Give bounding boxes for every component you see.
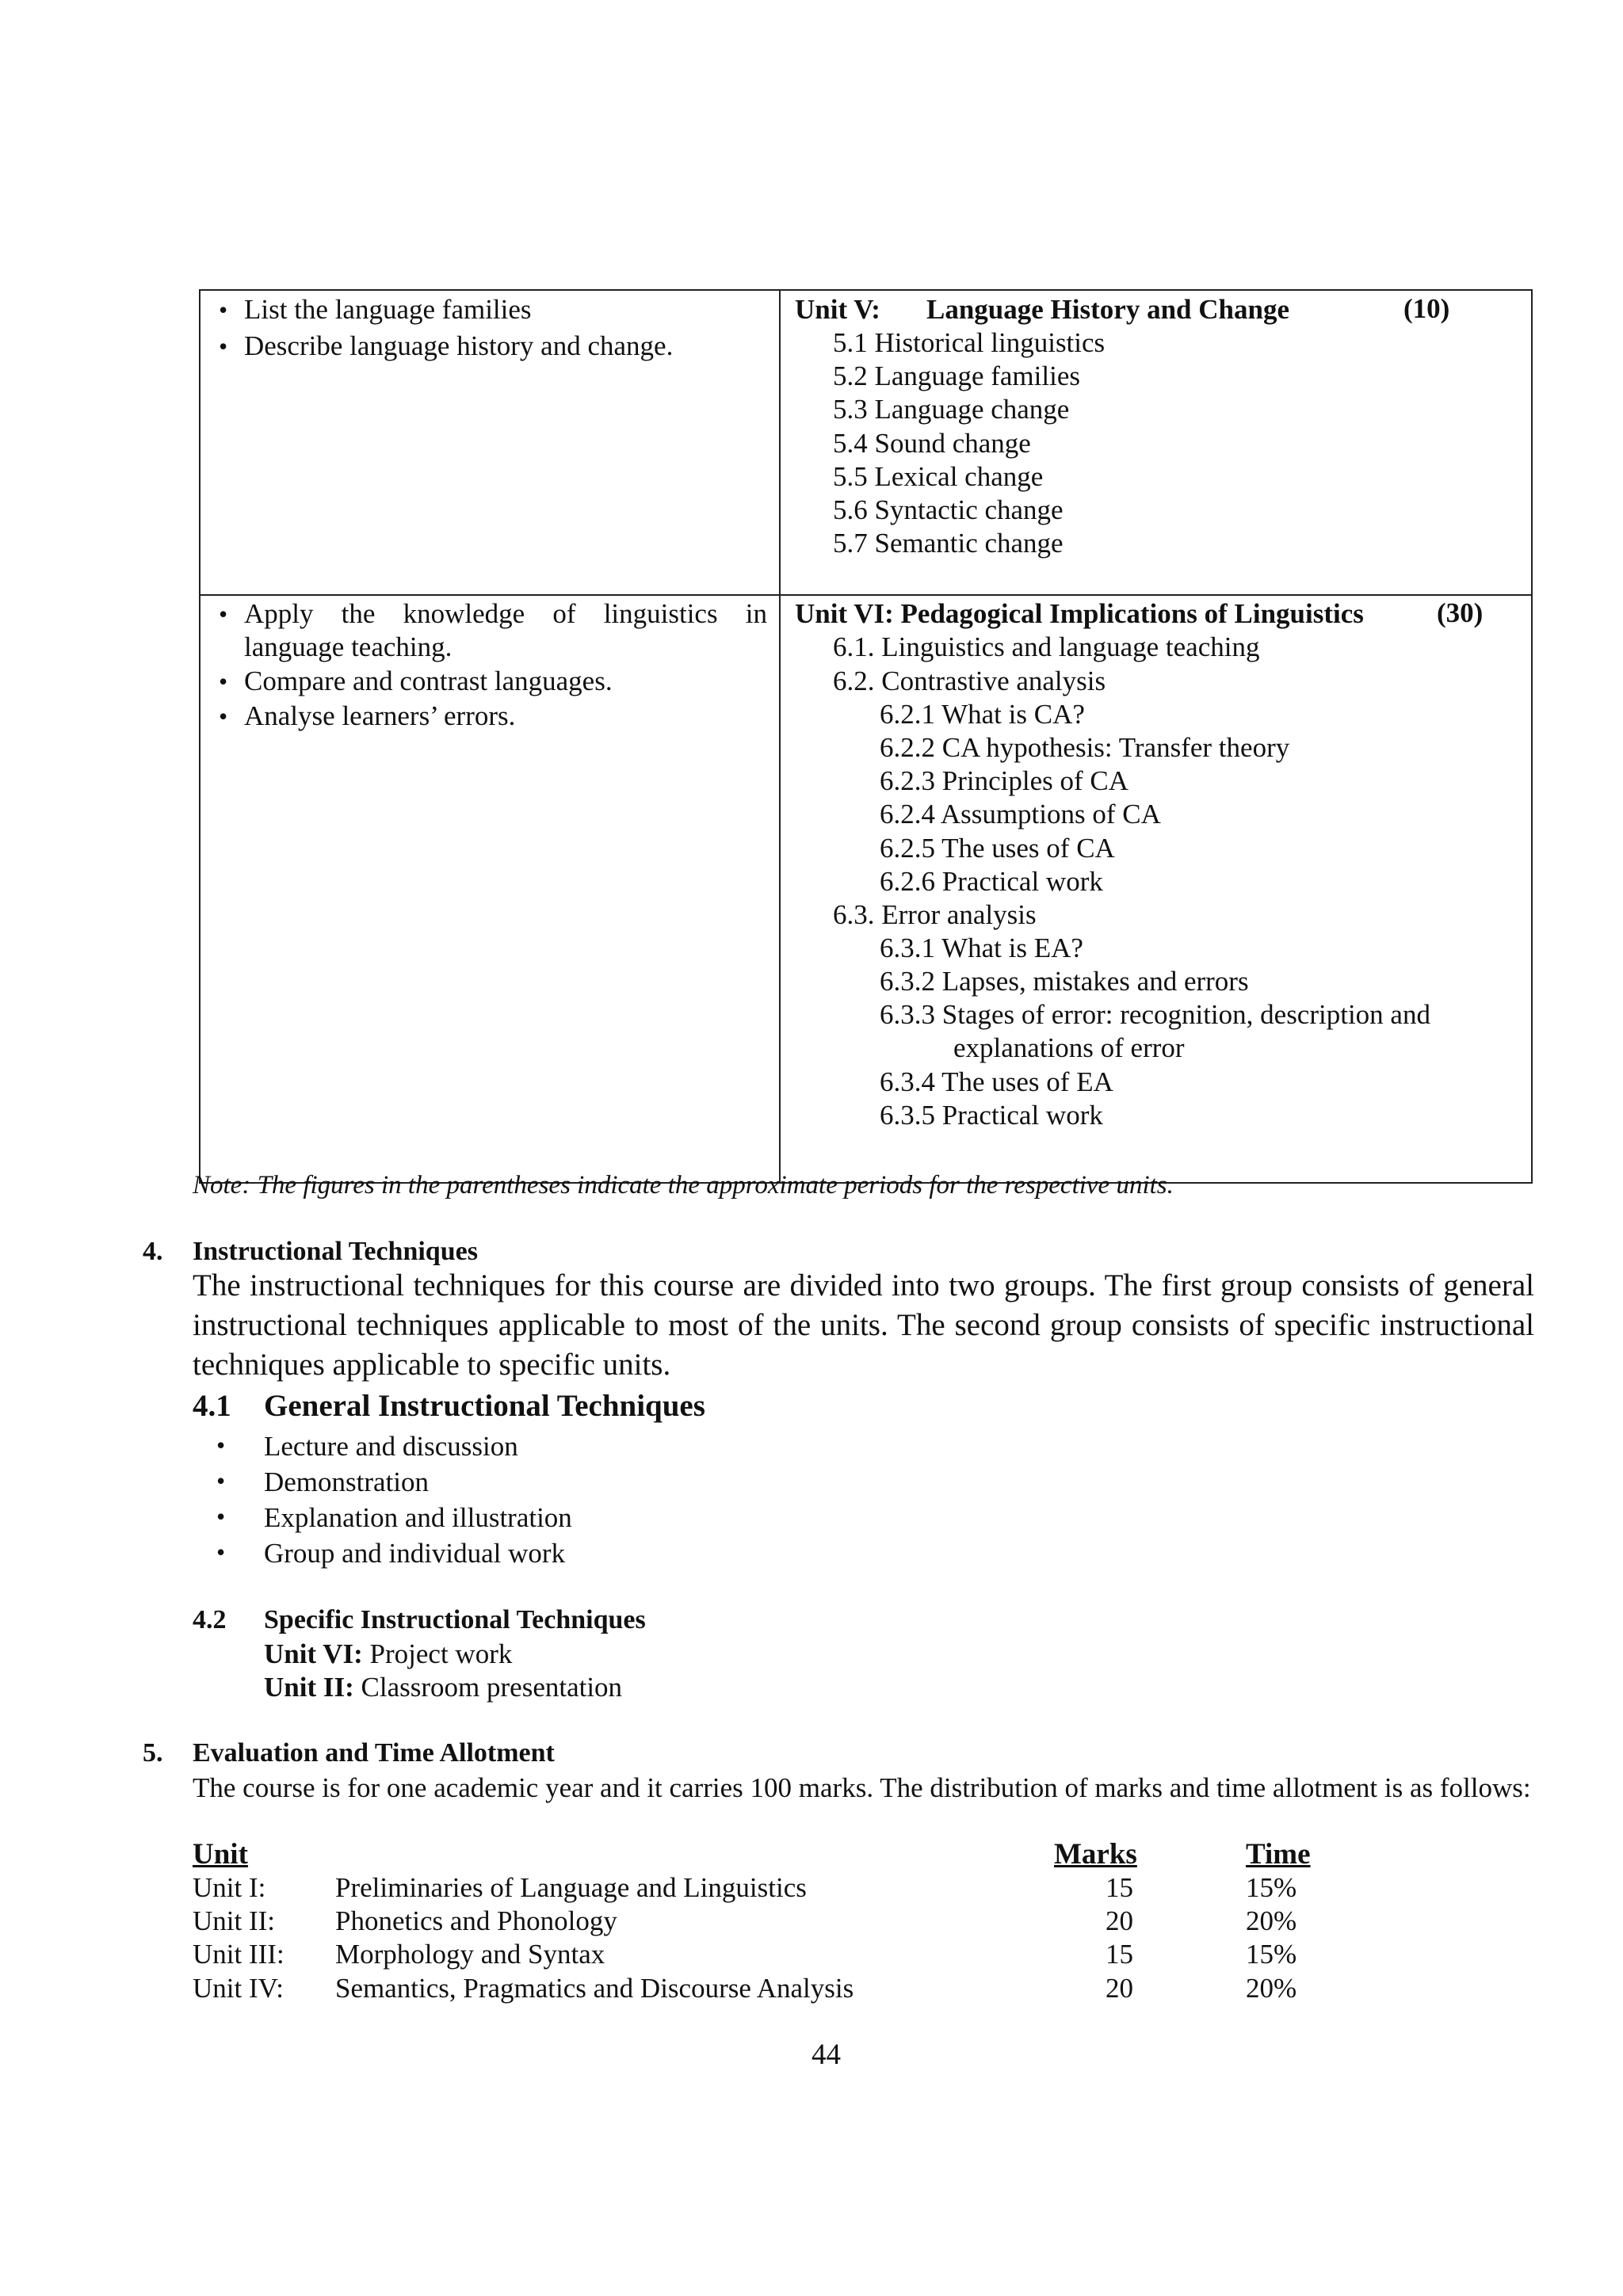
unit-label: Unit VI: (264, 1638, 363, 1669)
objective-item: • Analyse learners’ errors. (244, 700, 767, 733)
specific-technique-line (264, 1672, 622, 1703)
unit-item: 5.4 Sound change (833, 428, 1031, 459)
list-item: • Demonstration (264, 1466, 429, 1498)
unit-marks: 20 (1106, 1905, 1133, 1936)
unit-name: Phonetics and Phonology (335, 1905, 617, 1936)
content-cell-unit6 (780, 595, 1532, 1183)
unit-name: Morphology and Syntax (335, 1939, 605, 1970)
unit-title: Language History and Change (926, 294, 1289, 325)
objective-item: • List the language families (244, 293, 767, 326)
unit-heading: Unit VI: Pedagogical Implications of Linguistics (795, 598, 1364, 629)
unit-item: 6.3. Error analysis (833, 899, 1037, 930)
unit-item: 6.3.4 The uses of EA (880, 1066, 1113, 1097)
unit-name: Preliminaries of Language and Linguistics (335, 1872, 807, 1903)
unit-item: 6.3.2 Lapses, mistakes and errors (880, 966, 1249, 997)
subsection-title: General Instructional Techniques (264, 1389, 705, 1423)
objective-item: • Apply the knowledge of linguistics in language teaching. (244, 597, 767, 664)
unit-item: 5.1 Historical linguistics (833, 327, 1106, 358)
section-title: Evaluation and Time Allotment (193, 1738, 555, 1768)
content-cell-unit5 (780, 290, 1532, 595)
unit-item: 6.1. Linguistics and language teaching (833, 631, 1260, 662)
list-item: • Group and individual work (264, 1538, 565, 1569)
objectives-cell-unit5 (200, 290, 780, 595)
unit-label: Unit II: (264, 1672, 354, 1703)
unit-label: Unit I: (193, 1872, 266, 1903)
technique-text: Classroom presentation (353, 1672, 623, 1703)
unit-item: 6.2.6 Practical work (880, 866, 1103, 897)
unit-item: 6.2.4 Assumptions of CA (880, 799, 1161, 830)
unit-item: 6.2.2 CA hypothesis: Transfer theory (880, 732, 1290, 763)
column-header-time: Time (1246, 1838, 1311, 1871)
unit-item: 6.2. Contrastive analysis (833, 666, 1106, 696)
unit-marks: 20 (1106, 1973, 1133, 2004)
table-row-unit5 (200, 290, 1532, 595)
subsection-title: Specific Instructional Techniques (264, 1605, 646, 1634)
technique-text: Project work (362, 1638, 513, 1669)
unit-item: 6.3.3 Stages of error: recognition, description and (880, 999, 1430, 1030)
unit-item: 6.3.1 What is EA? (880, 933, 1083, 963)
section-paragraph: The instructional techniques for this course are divided into two groups. The first group consists of general instructional techniques applicable to most of the units. The second group consists of specific instructional techniques applicable to specific units. (193, 1268, 1534, 1382)
unit-hours: (30) (1437, 597, 1484, 628)
section-number: 4. (143, 1237, 163, 1266)
unit-marks: 15 (1106, 1872, 1133, 1903)
unit-marks: 15 (1106, 1939, 1133, 1970)
unit-item: 5.2 Language families (833, 360, 1080, 391)
list-item: • Lecture and discussion (264, 1431, 518, 1463)
unit-label: Unit III: (193, 1939, 285, 1970)
section-paragraph: The course is for one academic year and it carries 100 marks. The distribution of marks and time allotment is as follows: (193, 1772, 1531, 1803)
unit-time: 15% (1246, 1939, 1297, 1970)
column-header-marks: Marks (1054, 1838, 1137, 1871)
unit-item: 5.6 Syntactic change (833, 494, 1064, 525)
table-row-unit6 (200, 595, 1532, 1183)
list-item: • Explanation and illustration (264, 1502, 572, 1534)
section-number: 5. (143, 1738, 163, 1768)
unit-item: 6.2.5 The uses of CA (880, 833, 1115, 864)
unit-item: 6.3.5 Practical work (880, 1100, 1103, 1131)
unit-item: 6.2.1 What is CA? (880, 699, 1085, 730)
column-header-unit: Unit (193, 1838, 248, 1871)
unit-label: Unit II: (193, 1905, 276, 1936)
syllabus-table (199, 289, 1533, 1184)
subsection-number: 4.1 (193, 1389, 231, 1423)
unit-item: 6.2.3 Principles of CA (880, 765, 1129, 796)
objectives-cell-unit6 (200, 595, 780, 1183)
unit-item: 5.3 Language change (833, 394, 1070, 425)
unit-label: Unit IV: (193, 1973, 285, 2004)
objective-item: • Describe language history and change. (244, 330, 767, 363)
unit-hours: (10) (1403, 293, 1450, 324)
unit-item: explanations of error (953, 1032, 1185, 1063)
unit-time: 20% (1246, 1973, 1297, 2004)
objective-item: • Compare and contrast languages. (244, 665, 767, 698)
specific-technique-line (264, 1638, 512, 1670)
unit-label: Unit V: (795, 294, 880, 325)
unit-time: 15% (1246, 1872, 1297, 1903)
page-number: 44 (812, 2039, 841, 2071)
unit-time: 20% (1246, 1905, 1297, 1936)
unit-item: 5.5 Lexical change (833, 461, 1044, 492)
subsection-number: 4.2 (193, 1605, 227, 1634)
unit-item: 5.7 Semantic change (833, 528, 1064, 559)
table-note: Note: The figures in the parentheses indicate the approximate periods for the respective units. (193, 1171, 1174, 1199)
unit-name: Semantics, Pragmatics and Discourse Analysis (335, 1973, 854, 2004)
section-title: Instructional Techniques (193, 1237, 478, 1266)
